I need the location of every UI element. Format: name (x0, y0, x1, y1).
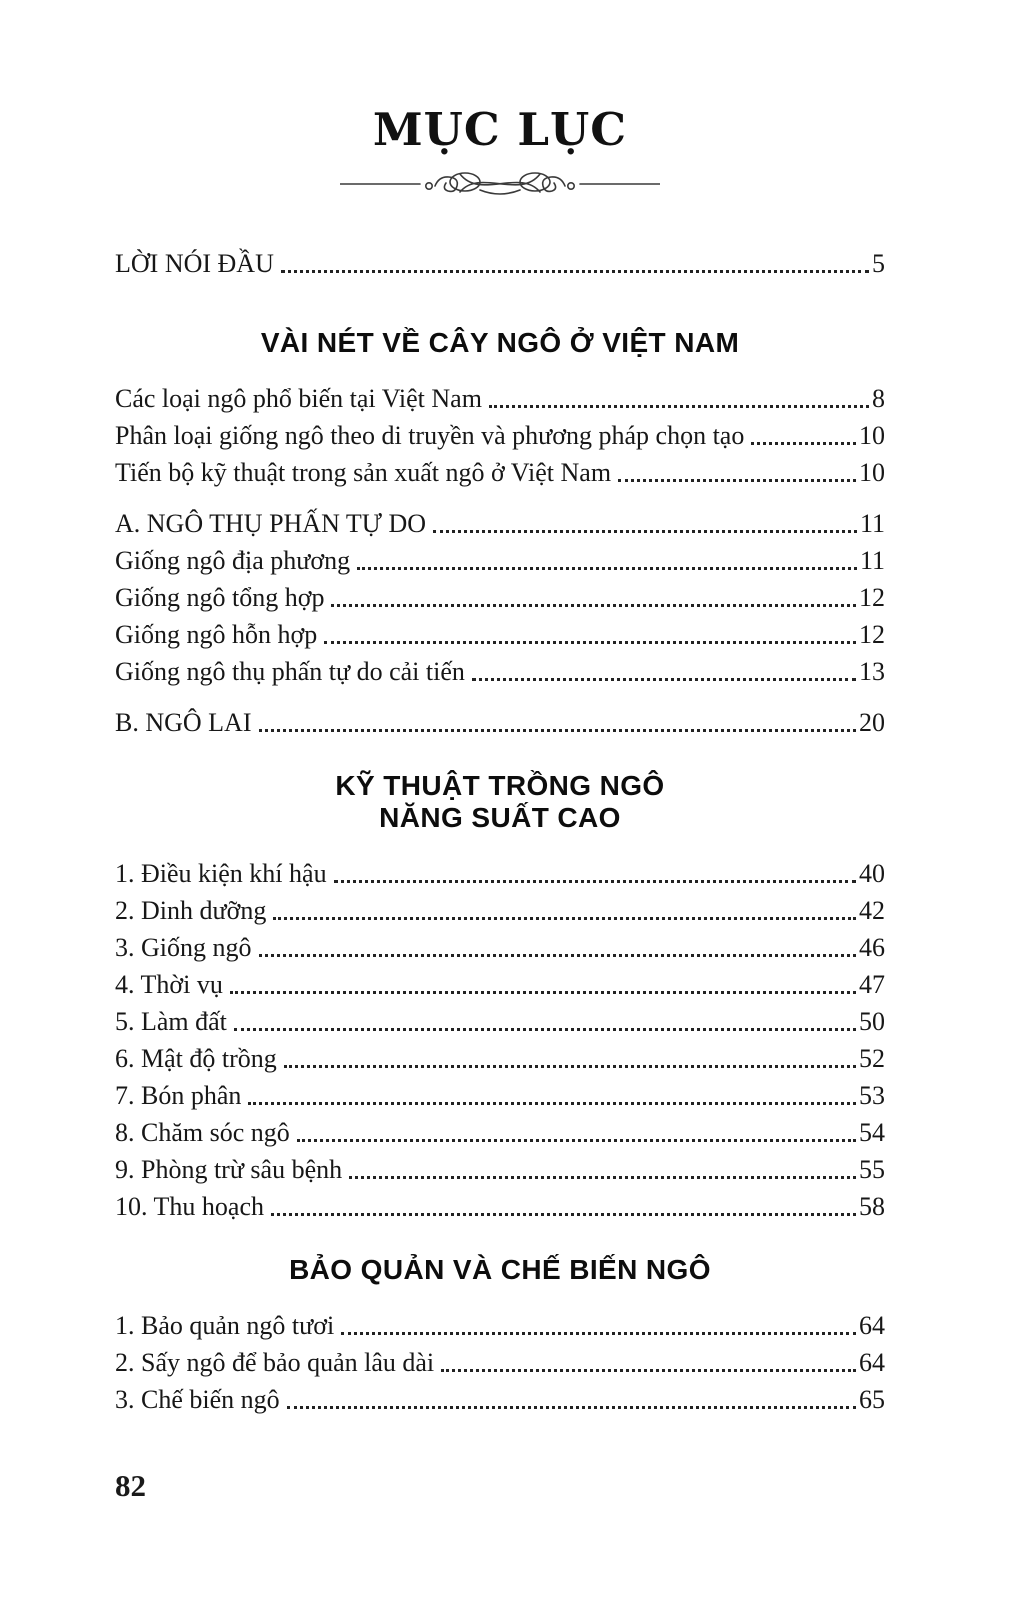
toc-entry-page: 64 (859, 1348, 885, 1377)
dot-leader (230, 991, 856, 994)
toc-entry (115, 615, 885, 652)
toc-entry-label: 10. Thu hoạch (115, 1192, 264, 1221)
toc-entry-label: B. NGÔ LAI (115, 708, 252, 737)
section-heading-line: KỸ THUẬT TRỒNG NGÔ (335, 770, 665, 801)
toc-entry-label: LỜI NÓI ĐẦU (115, 249, 274, 278)
toc-entry-page: 58 (859, 1192, 885, 1221)
toc-entry-page: 52 (859, 1044, 885, 1073)
toc-list (115, 244, 885, 1417)
section-heading-line: BẢO QUẢN VÀ CHẾ BIẾN NGÔ (289, 1254, 711, 1285)
dot-leader (271, 1213, 856, 1216)
dot-leader (341, 1332, 856, 1335)
dot-leader (287, 1406, 856, 1409)
dot-leader (259, 954, 857, 957)
toc-entry (115, 1039, 885, 1076)
toc-entry-label: 1. Điều kiện khí hậu (115, 859, 327, 888)
dot-leader (284, 1065, 856, 1068)
dot-leader (234, 1028, 856, 1031)
toc-entry-page: 53 (859, 1081, 885, 1110)
toc-entry (115, 578, 885, 615)
toc-entry (115, 1306, 885, 1343)
dot-leader (334, 880, 856, 883)
toc-entry (115, 928, 885, 965)
toc-entry-page: 50 (859, 1007, 885, 1036)
toc-entry (115, 854, 885, 891)
toc-entry-page: 11 (859, 546, 885, 575)
dot-leader (441, 1369, 856, 1372)
toc-entry (115, 1002, 885, 1039)
toc-entry (115, 1076, 885, 1113)
toc-entry-label: 1. Bảo quản ngô tươi (115, 1311, 335, 1340)
toc-entry-page: 12 (859, 583, 885, 612)
dot-leader (489, 405, 869, 408)
toc-entry-label: 2. Dinh dưỡng (115, 896, 267, 925)
section-heading (115, 327, 885, 359)
ornament-divider (115, 166, 885, 202)
toc-entry-page: 42 (859, 896, 885, 925)
dot-leader (357, 567, 857, 570)
toc-entry-page: 65 (859, 1385, 885, 1414)
toc-entry-label: Các loại ngô phổ biến tại Việt Nam (115, 384, 482, 413)
toc-entry-label: 9. Phòng trừ sâu bệnh (115, 1155, 343, 1184)
toc-entry-page: 55 (859, 1155, 885, 1184)
dot-leader (324, 641, 856, 644)
toc-entry-label: Giống ngô địa phương (115, 546, 351, 575)
dot-leader (273, 917, 856, 920)
toc-entry (115, 1187, 885, 1224)
toc-entry (115, 652, 885, 689)
toc-entry-page: 10 (859, 458, 885, 487)
toc-entry-page: 40 (859, 859, 885, 888)
dot-leader (331, 604, 856, 607)
toc-entry-label: Giống ngô hỗn hợp (115, 620, 318, 649)
toc-entry (115, 1113, 885, 1150)
toc-entry-page: 12 (859, 620, 885, 649)
toc-entry-label: Phân loại giống ngô theo di truyền và phương pháp chọn tạo (115, 421, 745, 450)
toc-entry-page: 5 (872, 249, 885, 278)
dot-leader (433, 530, 857, 533)
toc-entry (115, 504, 885, 541)
toc-entry-label: A. NGÔ THỤ PHẤN TỰ DO (115, 509, 426, 538)
toc-entry-label: 7. Bón phân (115, 1081, 242, 1110)
toc-entry-label: 3. Giống ngô (115, 933, 252, 962)
toc-entry-label: 2. Sấy ngô để bảo quản lâu dài (115, 1348, 435, 1377)
toc-entry-label: 4. Thời vụ (115, 970, 223, 999)
toc-entry-page: 47 (859, 970, 885, 999)
toc-entry-page: 10 (859, 421, 885, 450)
folio-page-number: 82 (115, 1468, 146, 1503)
toc-entry-label: Giống ngô tổng hợp (115, 583, 325, 612)
toc-entry-page: 54 (859, 1118, 885, 1147)
section-heading (115, 1254, 885, 1286)
toc-entry (115, 541, 885, 578)
toc-entry (115, 965, 885, 1002)
dot-leader (297, 1139, 856, 1142)
toc-entry (115, 891, 885, 928)
dot-leader (259, 729, 857, 732)
dot-leader (618, 479, 856, 482)
toc-entry (115, 1380, 885, 1417)
toc-entry-page: 20 (859, 708, 885, 737)
toc-entry-label: Tiến bộ kỹ thuật trong sản xuất ngô ở Việt Nam (115, 458, 612, 487)
toc-entry-page: 11 (859, 509, 885, 538)
dot-leader (472, 678, 856, 681)
toc-entry-page: 64 (859, 1311, 885, 1340)
section-heading-line: NĂNG SUẤT CAO (379, 802, 621, 833)
page-title: MỤC LỤC (372, 103, 628, 156)
dot-leader (281, 270, 869, 273)
toc-entry-page: 46 (859, 933, 885, 962)
toc-entry-label: 6. Mật độ trồng (115, 1044, 277, 1073)
dot-leader (349, 1176, 856, 1179)
toc-entry-page: 13 (859, 657, 885, 686)
toc-entry (115, 703, 885, 740)
toc-entry-label: 5. Làm đất (115, 1007, 227, 1036)
toc-entry-label: 3. Chế biến ngô (115, 1385, 280, 1414)
toc-entry (115, 1150, 885, 1187)
dot-leader (751, 442, 856, 445)
toc-entry (115, 379, 885, 416)
section-heading (115, 770, 885, 834)
toc-entry-label: Giống ngô thụ phấn tự do cải tiến (115, 657, 465, 686)
toc-entry-page: 8 (872, 384, 885, 413)
section-heading-line: VÀI NÉT VỀ CÂY NGÔ Ở VIỆT NAM (260, 327, 740, 358)
flourish-divider-icon (340, 166, 660, 202)
toc-entry (115, 1343, 885, 1380)
toc-entry (115, 244, 885, 281)
toc-entry (115, 416, 885, 453)
toc-entry (115, 453, 885, 490)
dot-leader (248, 1102, 856, 1105)
toc-entry-label: 8. Chăm sóc ngô (115, 1118, 290, 1147)
